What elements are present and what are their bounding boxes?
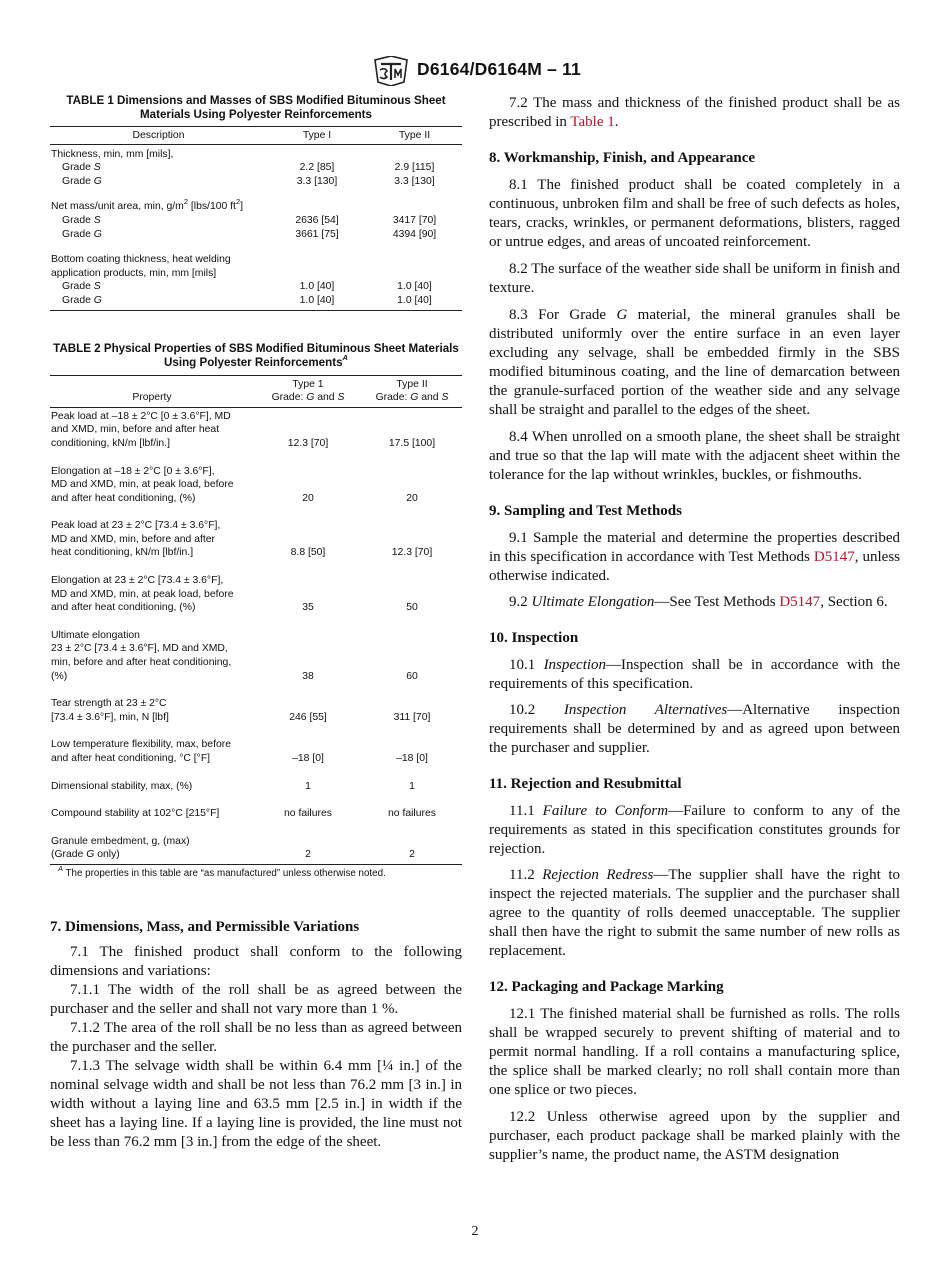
type1-value: no failures xyxy=(284,808,332,820)
paragraph-9-2: 9.2 Ultimate Elongation—See Test Methods D5147, Section 6. xyxy=(509,594,888,610)
table-row xyxy=(50,407,462,450)
type2-value: 60 xyxy=(406,670,418,682)
table-row: Grade S 1.0 [40] 1.0 [40] xyxy=(62,281,432,293)
paragraph-8-1: 8.1 The finished product shall be coated completely in a continuous, unbroken film and shall be free of such defects as holes, tears, cracks, wrinkles, or permanent deformations, blisters, ragged or untrue edges, and areas of uncoated reinforcement. xyxy=(489,177,900,250)
property-label: Compound stability at 102°C [215°F] xyxy=(51,808,220,820)
table-row: Grade G 3661 [75] 4394 [90] xyxy=(62,228,437,240)
type2-value: no failures xyxy=(388,808,436,820)
property-label: Dimensional stability, max, (%) xyxy=(51,780,193,792)
paragraph-8-3: 8.3 For Grade G material, the mineral granules shall be distributed uniformly over the entire surface in an even layer excluding any selvage, shall be embedded firmly in the SBS modified bituminous coating, and the line of demarcation between the granule-surfaced portion of the weather side and any selvage shall be straight and parallel to the edges of the sheet. xyxy=(489,307,900,418)
section-11-heading: 11. Rejection and Resubmittal xyxy=(489,776,682,792)
section-7-heading: 7. Dimensions, Mass, and Permissible Variations xyxy=(50,918,360,935)
table2-caption: TABLE 2 Physical Properties of SBS Modified Bituminous Sheet Materials Using Polyester Reinforcements$^A$ xyxy=(53,341,459,369)
type1-value: 20 xyxy=(302,492,314,504)
property-label: Ultimate elongation 23 ± 2°C [73.4 ± 3.6°F], MD and XMD, min, before and after heat conditioning, (%) xyxy=(51,629,232,682)
paragraph-12-2: 12.2 Unless otherwise agreed upon by the supplier and purchaser, each product package shall be marked plainly with the supplier’s name, the product name, the ASTM designation xyxy=(489,1109,900,1163)
table1-header-type2: Type II xyxy=(367,127,462,145)
section-12-heading: 12. Packaging and Package Marking xyxy=(489,979,724,995)
d5147-link[interactable]: D5147 xyxy=(813,549,855,565)
type1-value: 12.3 [70] xyxy=(287,437,329,449)
type1-value: 246 [55] xyxy=(289,711,327,723)
astm-logo xyxy=(371,56,411,86)
document-designation: D6164/D6164M – 11 xyxy=(417,59,581,79)
table-row xyxy=(50,505,462,560)
type2-value: 311 [70] xyxy=(393,711,431,723)
table1-link[interactable]: Table 1 xyxy=(570,114,615,130)
type1-value: 8.8 [50] xyxy=(290,547,326,559)
property-label: Low temperature flexibility, max, before and after heat conditioning, °C [°F] xyxy=(51,739,231,764)
paragraph-7-1: 7.1 The finished product shall conform to the following dimensions and variations: xyxy=(50,943,462,979)
table-row xyxy=(50,683,462,724)
type2-value: 1 xyxy=(409,780,415,792)
paragraph-11-1: 11.1 Failure to Conform—Failure to conform to any of the requirements as stated in this specification constitutes grounds for rejection. xyxy=(489,803,900,857)
property-label: Tear strength at 23 ± 2°C [73.4 ± 3.6°F], min, N [lbf] xyxy=(51,698,169,723)
paragraph-9-1: 9.1 Sample the material and determine the properties described in this specification in accordance with Test Methods D5147, unless otherwise indicated. xyxy=(489,530,900,584)
type1-value: 38 xyxy=(302,670,314,682)
table-row: Granule embedment, g, (max) (Grade G only) 2 2 xyxy=(51,835,415,861)
table-row: Grade G 3.3 [130] 3.3 [130] xyxy=(62,175,435,187)
type2-value: 17.5 [100] xyxy=(388,437,436,449)
table-row: Grade S 2636 [54] 3417 [70] xyxy=(62,214,437,226)
paragraph-8-4: 8.4 When unrolled on a smooth plane, the sheet shall be straight and true so that the lap will mate with the adjacent sheet within the tolerance for the lap without wrinkles, buckles, or fishmouths. xyxy=(489,429,900,483)
table2 xyxy=(50,375,462,865)
left-column xyxy=(50,94,462,1152)
section-10-heading: 10. Inspection xyxy=(489,630,579,646)
paragraph-10-2: 10.2 Inspection Alternatives—Alternative inspection requirements shall be determined by and as agreed upon between the purchaser and supplier. xyxy=(489,702,900,756)
table-row xyxy=(50,615,462,683)
table-row xyxy=(50,793,462,821)
property-label: Elongation at 23 ± 2°C [73.4 ± 3.6°F], MD and XMD, min, at peak load, before and after heat conditioning, (%) xyxy=(51,575,234,614)
table1-header-description: Description xyxy=(50,127,267,145)
table2-header-property: Property xyxy=(50,375,254,407)
table-row: Grade S 2.2 [85] 2.9 [115] xyxy=(62,162,435,174)
table2-header-type2: Type II Grade: G and S xyxy=(362,375,462,407)
type2-value: 12.3 [70] xyxy=(391,547,433,559)
property-label: Elongation at –18 ± 2°C [0 ± 3.6°F], MD and XMD, min, at peak load, before and after heat conditioning, (%) xyxy=(51,465,234,504)
type2-value: 20 xyxy=(406,492,418,504)
table-row xyxy=(50,724,462,765)
section-9-heading: 9. Sampling and Test Methods xyxy=(489,503,682,519)
right-column xyxy=(489,94,900,1165)
page-header xyxy=(0,56,950,86)
paragraph-7-1-1: 7.1.1 The width of the roll shall be as agreed between the purchaser and the seller and shall not vary more than 1 %. xyxy=(50,981,462,1017)
table1 xyxy=(50,126,462,311)
property-label: Peak load at –18 ± 2°C [0 ± 3.6°F], MD and XMD, min, before and after heat conditioning, kN/m [lbf/in.] xyxy=(51,410,231,449)
type2-value: 50 xyxy=(406,602,418,614)
paragraph-10-1: 10.1 Inspection—Inspection shall be in accordance with the requirements of this specification. xyxy=(489,657,900,692)
table-row: Bottom coating thickness, heat welding xyxy=(51,254,231,266)
type2-value: –18 [0] xyxy=(396,753,428,764)
table-row: Grade G 1.0 [40] 1.0 [40] xyxy=(62,294,432,306)
section-8-heading: 8. Workmanship, Finish, and Appearance xyxy=(489,150,756,166)
table-row xyxy=(50,766,462,794)
table-row xyxy=(50,451,462,506)
table-row: application products, min, mm [mils] xyxy=(51,267,217,279)
table1-header-type1: Type I xyxy=(267,127,367,145)
table2-header-type1: Type 1 Grade: G and S xyxy=(254,375,362,407)
type1-value: –18 [0] xyxy=(292,753,324,764)
table1-caption: TABLE 1 Dimensions and Masses of SBS Modified Bituminous Sheet Materials Using Polyester Reinforcements xyxy=(66,94,446,121)
table-row: Net mass/unit area, min, $g/m^2$ [lbs/100 $ft^2$] xyxy=(51,196,244,213)
table-row: Thickness, min, mm [mils], xyxy=(51,148,174,160)
paragraph-8-2: 8.2 The surface of the weather side shall be uniform in finish and texture. xyxy=(489,261,900,296)
property-label: Peak load at 23 ± 2°C [73.4 ± 3.6°F], MD and XMD, min, before and after heat conditioning, kN/m [lbf/in.] xyxy=(51,520,221,559)
paragraph-12-1: 12.1 The finished material shall be furnished as rolls. The rolls shall be wrapped securely to prevent shifting of material and to permit normal handling. If a roll contains a manufacturing splice, the splice shall be marked clearly; no roll shall contain more than one splice or two pieces. xyxy=(489,1006,900,1098)
paragraph-7-2: 7.2 The mass and thickness of the finished product shall be as prescribed in Table 1. xyxy=(489,95,900,130)
paragraph-11-2: 11.2 Rejection Redress—The supplier shall have the right to inspect the rejected materials. The supplier and the purchaser shall agree to the quantity of rolls deemed unacceptable. The supplier shall then have the right to submit the same number of new rolls as replacement. xyxy=(489,867,900,959)
d5147-link[interactable]: D5147 xyxy=(779,594,821,610)
page-number: 2 xyxy=(471,1224,479,1239)
paragraph-7-1-3: 7.1.3 The selvage width shall be within 6.4 mm [¼ in.] of the nominal selvage width and shall be not less than 76.2 mm [3 in.] in width without a laying line and 63.5 mm [2.5 in.] in width if the sheet has a laying line. If a laying line is provided, the line must not be less than 76.2 mm [3 in.] from the edge of the sheet. xyxy=(50,1057,462,1150)
type1-value: 1 xyxy=(305,780,311,792)
table-row xyxy=(50,560,462,615)
paragraph-7-1-2: 7.1.2 The area of the roll shall be no less than as agreed between the purchaser and the seller. xyxy=(50,1019,462,1055)
type1-value: 35 xyxy=(302,602,314,614)
table2-footnote: $^A$ The properties in this table are “as manufactured” unless otherwise noted. xyxy=(58,863,386,879)
